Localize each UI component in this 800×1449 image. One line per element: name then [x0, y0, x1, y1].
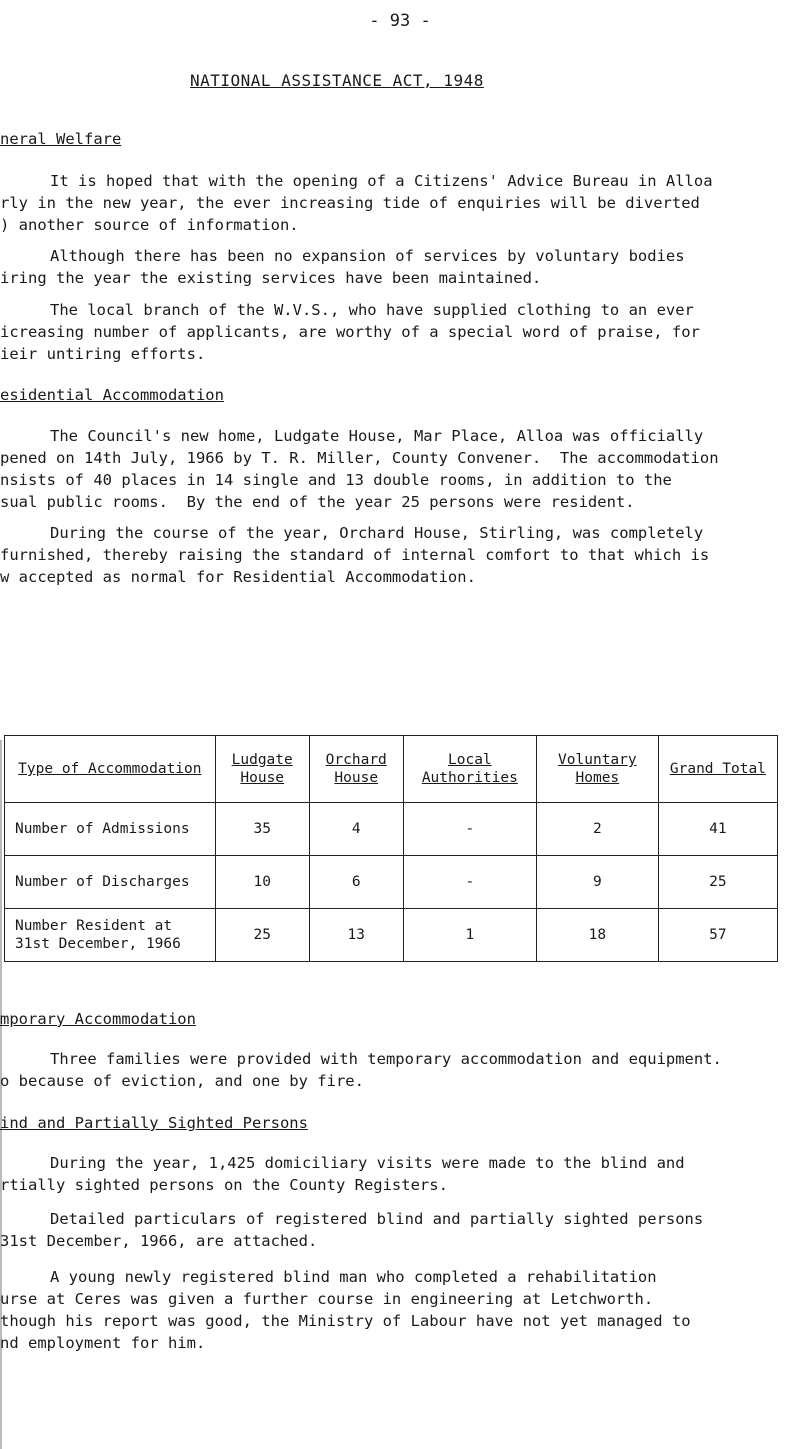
- table-cell: 18: [536, 909, 658, 962]
- text-line: w accepted as normal for Residential Accommodation.: [0, 568, 476, 586]
- table-cell: 57: [658, 909, 777, 962]
- residential-para-1: [0, 425, 800, 513]
- text-line: The local branch of the W.V.S., who have supplied clothing to an ever: [50, 301, 694, 319]
- accommodation-table: [4, 735, 778, 962]
- text-line: Although there has been no expansion of services by voluntary bodies: [50, 247, 685, 265]
- text-line: A young newly registered blind man who completed a rehabilitation: [50, 1268, 657, 1286]
- text-line: ieir untiring efforts.: [0, 345, 206, 363]
- general-welfare-heading: neral Welfare: [0, 130, 122, 148]
- text-line: During the course of the year, Orchard House, Stirling, was completely: [50, 524, 704, 542]
- table-cell: 25: [215, 909, 309, 962]
- table-cell: 6: [309, 856, 403, 909]
- act-title: NATIONAL ASSISTANCE ACT, 1948: [190, 71, 484, 90]
- text-line: The Council's new home, Ludgate House, Mar Place, Alloa was officially: [50, 427, 704, 445]
- row-label: Number Resident at 31st December, 1966: [5, 909, 216, 962]
- blind-para-1: [0, 1152, 800, 1196]
- table-row: [5, 909, 778, 962]
- table-cell: 35: [215, 803, 309, 856]
- text-line: o because of eviction, and one by fire.: [0, 1072, 364, 1090]
- table-cell: 9: [536, 856, 658, 909]
- text-line: though his report was good, the Ministry of Labour have not yet managed to: [0, 1312, 691, 1330]
- header-orchard-house: Orchard House: [309, 736, 403, 803]
- table-cell: 1: [403, 909, 536, 962]
- table-cell: -: [403, 856, 536, 909]
- text-line: nsists of 40 places in 14 single and 13 double rooms, in addition to the: [0, 471, 672, 489]
- temporary-heading: mporary Accommodation: [0, 1010, 196, 1028]
- text-line: rtially sighted persons on the County Registers.: [0, 1176, 448, 1194]
- residential-heading: esidential Accommodation: [0, 386, 224, 404]
- text-line: It is hoped that with the opening of a Citizens' Advice Bureau in Alloa: [50, 172, 713, 190]
- text-line: sual public rooms. By the end of the year 25 persons were resident.: [0, 493, 635, 511]
- header-local-authorities: Local Authorities: [403, 736, 536, 803]
- page-number: - 93 -: [369, 11, 431, 31]
- text-line: Detailed particulars of registered blind and partially sighted persons: [50, 1210, 704, 1228]
- temporary-para-1: [0, 1048, 800, 1092]
- text-line: Three families were provided with temporary accommodation and equipment.: [50, 1050, 722, 1068]
- header-voluntary-homes: Voluntary Homes: [536, 736, 658, 803]
- general-welfare-para-1: [0, 170, 800, 236]
- blind-heading: ind and Partially Sighted Persons: [0, 1114, 308, 1132]
- text-line: During the year, 1,425 domiciliary visits were made to the blind and: [50, 1154, 685, 1172]
- table-cell: 25: [658, 856, 777, 909]
- table-header-row: [5, 736, 778, 803]
- table-cell: 4: [309, 803, 403, 856]
- header-type-of-accommodation: Type of Accommodation: [5, 736, 216, 803]
- text-line: 31st December, 1966, are attached.: [0, 1232, 318, 1250]
- text-line: urse at Ceres was given a further course in engineering at Letchworth.: [0, 1290, 654, 1308]
- text-line: iring the year the existing services have been maintained.: [0, 269, 542, 287]
- table-cell: 13: [309, 909, 403, 962]
- blind-para-3: [0, 1266, 800, 1354]
- header-grand-total: Grand Total: [658, 736, 777, 803]
- general-welfare-para-3: [0, 299, 800, 365]
- residential-para-2: [0, 522, 800, 588]
- table-cell: 2: [536, 803, 658, 856]
- table-row: [5, 803, 778, 856]
- text-line: icreasing number of applicants, are worthy of a special word of praise, for: [0, 323, 700, 341]
- table-row: [5, 856, 778, 909]
- text-line: pened on 14th July, 1966 by T. R. Miller, County Convener. The accommodation: [0, 449, 719, 467]
- header-ludgate-house: Ludgate House: [215, 736, 309, 803]
- general-welfare-para-2: [0, 245, 800, 289]
- table-cell: 10: [215, 856, 309, 909]
- table-cell: 41: [658, 803, 777, 856]
- text-line: furnished, thereby raising the standard of internal comfort to that which is: [0, 546, 710, 564]
- table-cell: -: [403, 803, 536, 856]
- row-label: Number of Discharges: [5, 856, 216, 909]
- text-line: ) another source of information.: [0, 216, 299, 234]
- row-label: Number of Admissions: [5, 803, 216, 856]
- text-line: nd employment for him.: [0, 1334, 206, 1352]
- blind-para-2: [0, 1208, 800, 1252]
- text-line: rly in the new year, the ever increasing tide of enquiries will be diverted: [0, 194, 700, 212]
